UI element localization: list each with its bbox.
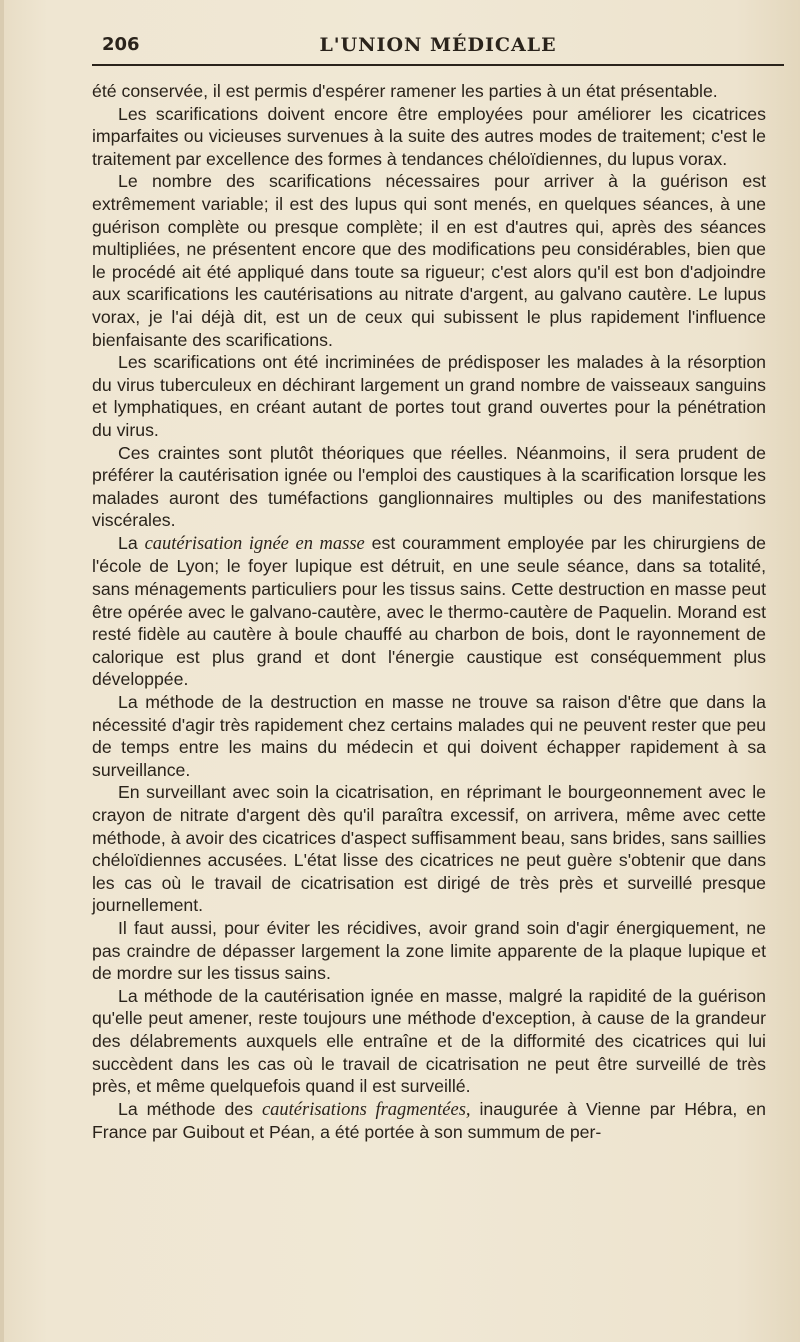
emphasis-text: cautérisation ignée en masse: [144, 533, 365, 554]
paragraph: En surveillant avec soin la cicatrisation, en réprimant le bourgeonnement avec le crayon de nitrate d'argent dès qu'il paraîtra excessif, on arrivera, même avec cette méthode, à avoir des cicatrices d'aspect suffisamment beau, sans brides, sans saillies chéloïdiennes accusées. L'état lisse des cicatrices ne peut guère s'obtenir que dans les cas où le travail de cicatrisation est dirigé de très près et surveillé presque journellement.: [92, 782, 766, 916]
paragraph-text: est couramment employée par les chirurgiens de l'école de Lyon; le foyer lupique est détruit, en une seule séance, dans sa totalité, sans ménagements particuliers pour les tissus sains. Cette destruction en masse peut être opérée avec le galvano-cautère, avec le thermo-cautère de Paquelin. Morand est resté fidèle au cautère à boule chauffé au charbon de bois, dont le rayonnement de calorique est plus grand et dont l'énergie caustique est conséquemment plus développée.: [92, 532, 766, 690]
paragraph: Il faut aussi, pour éviter les récidives, avoir grand soin d'agir énergiquement, ne pas craindre de dépasser largement la zone limite apparente de la plaque lupique et de mordre sur les tissus sains.: [92, 917, 766, 984]
article-body: [92, 80, 766, 1144]
paragraph: été conservée, il est permis d'espérer ramener les parties à un état présentable.: [92, 81, 718, 101]
paragraph-text: inaugurée à Vienne par Hébra, en France par Guibout et Péan, a été portée à son summum de per-: [92, 1098, 766, 1143]
paragraph: La méthode de la cautérisation ignée en masse, malgré la rapidité de la guérison qu'elle peut amener, reste toujours une méthode d'exception, à cause de la grandeur des délabrements auxquels elle entraîne et de la difformité des cicatrices qui lui succèdent dans les cas où le travail de cicatrisation ne peut être surveillé de très près, et même quelquefois quand il est surveillé.: [92, 985, 766, 1097]
paragraph: Ces craintes sont plutôt théoriques que réelles. Néanmoins, il sera prudent de préférer la cautérisation ignée ou l'emploi des caustiques à la scarification lorsque les malades auront des tuméfactions ganglionnaires multiples ou des manifestations viscérales.: [92, 442, 766, 531]
paragraph-text: La méthode des: [118, 1098, 262, 1119]
paragraph: La méthode de la destruction en masse ne trouve sa raison d'être que dans la nécessité d'agir très rapidement chez certains malades qui ne peuvent rester que peu de temps entre les mains du médecin et qui doivent échapper rapidement à sa surveillance.: [92, 692, 766, 780]
page-number: 206: [102, 34, 140, 55]
paragraph: Les scarifications doivent encore être employées pour améliorer les cicatrices imparfaites ou vicieuses survenues à la suite des autres modes de traitement; c'est le traitement par excellence des formes à tendances chéloïdiennes, du lupus vorax.: [92, 103, 766, 169]
emphasis-text: cautérisations fragmentées,: [261, 1099, 471, 1120]
paragraph: Les scarifications ont été incriminées de prédisposer les malades à la résorption du virus tuberculeux en déchirant largement un grand nombre de vaisseaux sanguins et lymphatiques, en créant autant de portes tout grand ouvertes pour la pénétration du virus.: [92, 352, 766, 440]
running-header: [92, 30, 784, 66]
paragraph: [92, 532, 766, 691]
journal-title: L'UNION MÉDICALE: [319, 34, 557, 56]
paragraph: Le nombre des scarifications nécessaires pour arriver à la guérison est extrêmement variable; il est des lupus qui sont menés, en quelques séances, à une guérison complète ou presque complète; il en est d'autres qui, après des séances multipliées, ne présentent encore que des modifications peu considérables, bien que le procédé ait été appliqué dans toute sa rigueur; c'est alors qu'il est bon d'adjoindre aux scarifications les cautérisations au nitrate d'argent, au galvano cautère. Le lupus vorax, je l'ai déjà dit, est un de ceux qui subissent le plus rapidement l'influence bienfaisante des scarifications.: [92, 171, 766, 350]
paragraph: [92, 1098, 766, 1144]
page-edge: [0, 0, 4, 1342]
paragraph-text: La: [118, 532, 145, 553]
